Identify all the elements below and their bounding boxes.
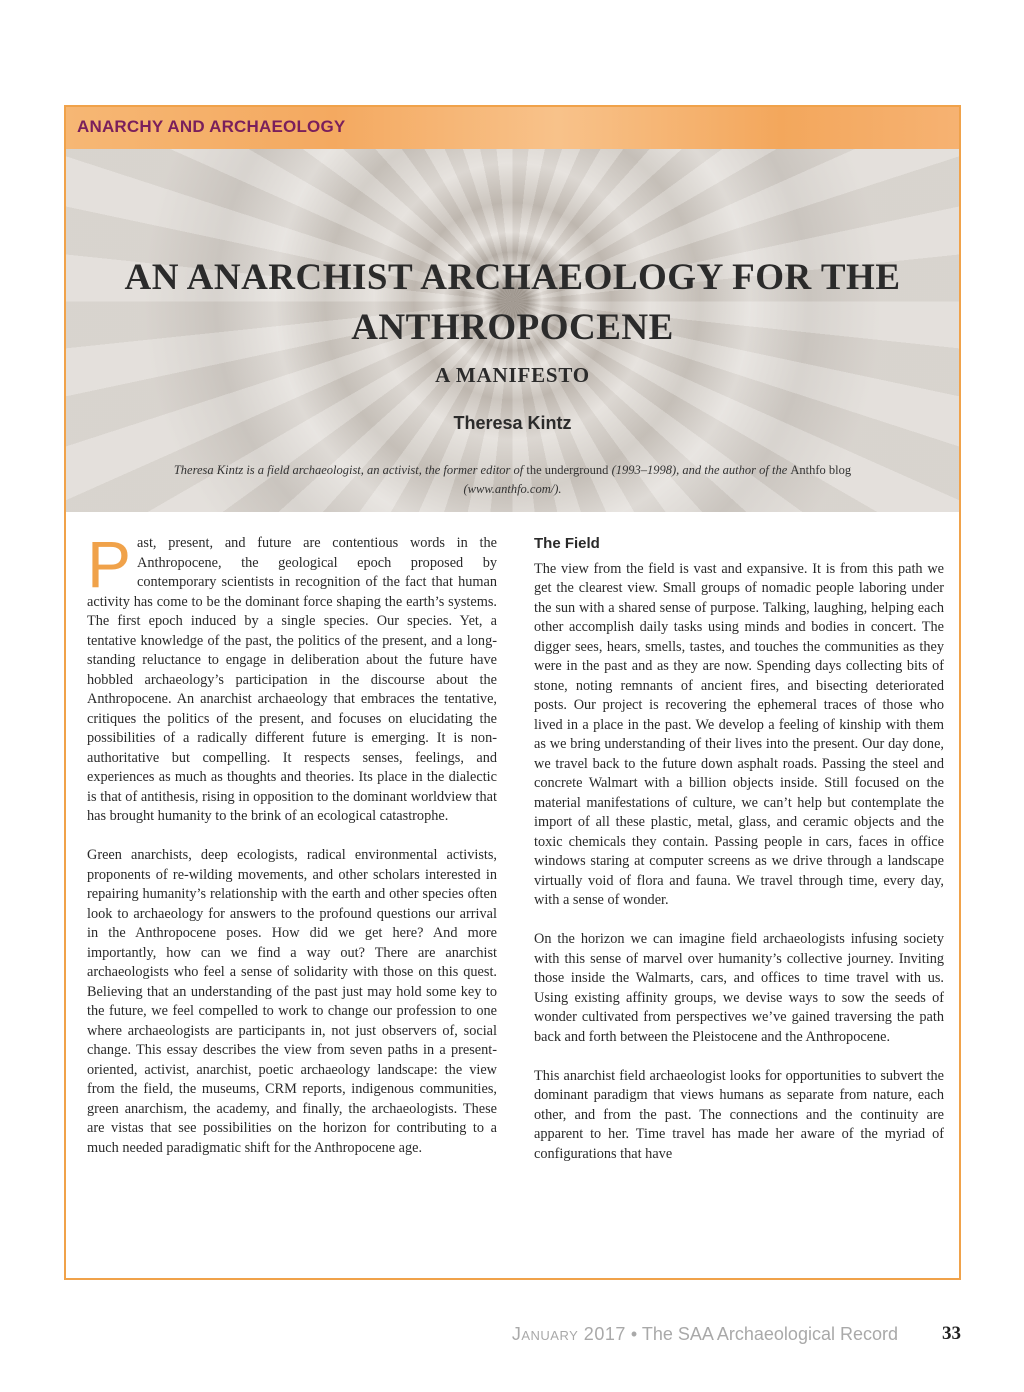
page-footer — [478, 1324, 898, 1345]
article-title — [66, 253, 959, 353]
hero-banner — [66, 107, 959, 512]
intro-paragraph — [87, 527, 497, 827]
left-column — [87, 527, 497, 1178]
section-heading: The Field — [534, 535, 600, 552]
title-line-2: ANTHROPOCENE — [351, 307, 674, 348]
paragraph: The view from the field is vast and expansive. It is from this path we get the clearest view. Small groups of nomadic people laboring under the sun with a shared sense of purpose. Talking, laughing, helping each other accomplish daily tasks using minds and bodies in concert. The digger sees, hears, smells, tastes, and touches the communities as they were in the past and as they are now. Spending days collecting bits of stone, noting remnants of ancient fires, and bisecting deteriorated posts. Our project is recovering the ephemeral traces of those who lived in a place in the past. We develop a feeling of kinship with them as we bring understanding of their lives into the present. Our day done, we travel back to the future down asphalt roads. Passing the steel and concrete Walmart with a billion objects inside. Still focused on the material manifestations of culture, we can’t help but contemplate the import of all these plastic, metal, glass, and ceramic objects and the toxic chemicals they contain. Passing people in cars, faces in office windows staring at computer screens as we drive through a landscape virtually void of flora and fauna. We travel through time, every day, with a sense of wonder. — [534, 560, 944, 908]
title-line-1: AN ANARCHIST ARCHAEOLOGY FOR THE — [124, 257, 901, 298]
issue-date: January 2017 — [511, 1324, 626, 1344]
author-bio — [116, 461, 909, 499]
article-subtitle: A MANIFESTO — [435, 363, 590, 387]
bio-part-1: Theresa Kintz is a field archaeologist, an activist, the former editor of — [173, 463, 527, 477]
bio-part-5: (www.anthfo.com/). — [463, 482, 562, 496]
paragraph: Green anarchists, deep ecologists, radical environmental activists, proponents of re-wilding movements, and other scholars interested in repairing humanity’s relationship with the earth and other species often look to archaeology for answers to the profound questions our arrival in the Anthropocene poses. How did we get here? And more importantly, how can we find a way out? There are anarchist archaeologists who feel a sense of solidarity with those on this quest. Believing that an understanding of the past just may hold some key to the future, we feel compelled to work to change our profession to one where archaeologists are participants in, not just observers of, social change. This essay describes the view from seven paths in a present-oriented, activist, anarchist, poetic archaeology landscape: the view from the field, the museums, CRM reports, indigenous communities, green anarchism, the academy, and finally, the archaeologists. These are vistas that see possibilities on the horizon for contributing to a much needed paradigmatic shift for the Anthropocene age. — [87, 847, 497, 1156]
bio-part-4: Anthfo blog — [790, 463, 852, 477]
footer-separator: • — [625, 1324, 642, 1344]
section-label: ANARCHY AND ARCHAEOLOGY — [77, 117, 346, 136]
intro-text: ast, present, and future are contentious words in the Anthropocene, the geological epoch proposed by contemporary scientists in recognition of the fact that human activity has come to be the dominant force shaping the earth’s systems. The first epoch induced by a single species. Our species. Yet, a tentative knowledge of the past, the politics of the present, and a long-standing reluctance to engage in deliberation about the future have hobbled archaeology’s participation in the discourse about the Anthropocene. An anarchist archaeology that embraces the tentative, critiques the politics of the present, and focuses on elucidating the possibilities of a radically different future is emerging. It is non-authoritative but compelling. It respects senses, feelings, and experiences as much as thoughts and theories. Its place in the dialectic is that of antithesis, rising in opposition to the dominant worldview that has brought humanity to the brink of an ecological catastrophe. — [87, 535, 497, 824]
paragraph: This anarchist field archaeologist looks for opportunities to subvert the dominant paradigm that views humans as separate from nature, each other, and from the past. The connections and the continuity are apparent to her. Time travel has made her aware of the myriad of configurations that have — [534, 1067, 944, 1162]
paragraph: On the horizon we can imagine field archaeologists infusing society with this sense of marvel over humanity’s collective journey. Inviting those inside the Walmarts, cars, and offices to time travel with us. Using existing affinity groups, we devise ways to sow the seeds of wonder cultivated from perspectives we’ve gained traversing the path back and forth between the Pleistocene and the Anthropocene. — [534, 931, 944, 1045]
article-frame — [64, 105, 961, 1280]
bio-part-2: the underground — [526, 463, 609, 477]
author-name: Theresa Kintz — [453, 413, 572, 433]
bio-part-3: (1993–1998), and the author of the — [608, 463, 791, 477]
publication-name: The SAA Archaeological Record — [641, 1324, 898, 1344]
drop-cap: P — [87, 527, 132, 601]
page-number: 33 — [942, 1323, 961, 1344]
right-column — [534, 534, 944, 1184]
